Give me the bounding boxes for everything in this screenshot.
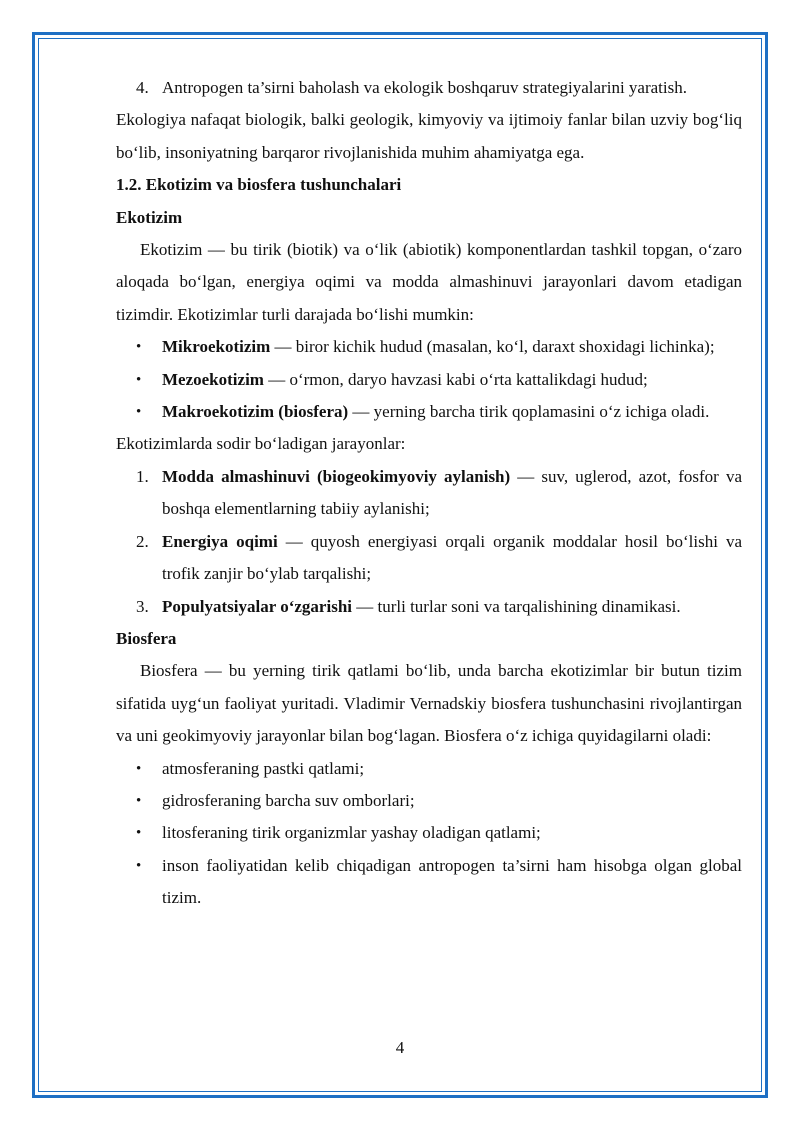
bullet-icon: • bbox=[136, 760, 142, 777]
level-desc: — biror kichik hudud (masalan, ko‘l, daraxt shoxidagi lichinka); bbox=[270, 337, 715, 357]
biosfera-item bbox=[116, 817, 742, 849]
list-number: 4. bbox=[136, 78, 149, 97]
bullet-icon: • bbox=[136, 825, 142, 842]
ekotizim-level-item bbox=[116, 364, 742, 396]
level-term: Mikroekotizim bbox=[162, 337, 271, 357]
list-number: 1. bbox=[136, 466, 149, 486]
bullet-icon: • bbox=[136, 792, 142, 809]
process-item bbox=[116, 461, 742, 526]
list-number: 3. bbox=[136, 596, 149, 616]
biosfera-item bbox=[116, 850, 742, 915]
process-item bbox=[116, 526, 742, 591]
biosfera-item-text: atmosferaning pastki qatlami; bbox=[162, 758, 365, 778]
process-term: Energiya oqimi bbox=[162, 531, 278, 551]
process-item bbox=[116, 591, 742, 623]
level-term: Makroekotizim (biosfera) bbox=[162, 402, 349, 422]
biosfera-item-text: inson faoliyatidan kelib chiqadigan antropogen ta’sirni ham hisobga olgan global tizim. bbox=[162, 855, 742, 908]
biosfera-paragraph: Biosfera — bu yerning tirik qatlami bo‘lib, unda barcha ekotizimlar bir butun tizim sifatida uyg‘un faoliyat yuritadi. Vladimir Vernadskiy biosfera tushunchasini rivojlantirgan va uni geokimyoviy jarayonlar bilan bog‘lagan. Biosfera o‘z ichiga quyidagilarni oladi: bbox=[116, 661, 742, 746]
bullet-icon: • bbox=[136, 339, 142, 356]
page-content bbox=[116, 72, 742, 915]
process-desc: — quyosh energiyasi orqali organik moddalar hosil bo‘lishi va trofik zanjir bo‘ylab tarqalishi; bbox=[162, 531, 742, 584]
ekotizim-heading: Ekotizim bbox=[116, 207, 183, 227]
processes-intro: Ekotizimlarda sodir bo‘ladigan jarayonlar: bbox=[116, 434, 406, 454]
process-desc: — suv, uglerod, azot, fosfor va boshqa elementlarning tabiiy aylanishi; bbox=[162, 466, 743, 519]
intro-paragraph: Ekologiya nafaqat biologik, balki geologik, kimyoviy va ijtimoiy fanlar bilan uzviy bog‘liq bo‘lib, insoniyatning barqaror rivojlanishida muhim ahamiyatga ega. bbox=[116, 110, 742, 162]
section-title: 1.2. Ekotizim va biosfera tushunchalari bbox=[116, 175, 402, 195]
biosfera-heading: Biosfera bbox=[116, 628, 177, 648]
process-term: Populyatsiyalar o‘zgarishi bbox=[162, 596, 352, 616]
bullet-icon: • bbox=[136, 404, 142, 421]
level-term: Mezoekotizim bbox=[162, 369, 264, 389]
list-number: 2. bbox=[136, 531, 149, 551]
ekotizim-level-item bbox=[116, 331, 742, 363]
biosfera-item-text: litosferaning tirik organizmlar yashay oladigan qatlami; bbox=[162, 823, 541, 843]
list-item-text: Antropogen ta’sirni baholash va ekologik boshqaruv strategiyalarini yaratish. bbox=[162, 78, 687, 97]
objective-item-4 bbox=[116, 72, 742, 104]
ekotizim-paragraph: Ekotizim — bu tirik (biotik) va o‘lik (abiotik) komponentlardan tashkil topgan, o‘zaro aloqada bo‘lgan, energiya oqimi va modda almashinuvi jarayonlari davom etadigan tizimdir. Ekotizimlar turli darajada bo‘lishi mumkin: bbox=[116, 240, 742, 324]
bullet-icon: • bbox=[136, 857, 142, 874]
process-desc: — turli turlar soni va tarqalishining dinamikasi. bbox=[352, 596, 681, 616]
process-term: Modda almashinuvi (biogeokimyoviy aylanish) bbox=[162, 466, 511, 486]
level-desc: — o‘rmon, daryo havzasi kabi o‘rta kattalikdagi hudud; bbox=[263, 369, 648, 389]
level-desc: — yerning barcha tirik qoplamasini o‘z ichiga oladi. bbox=[348, 402, 710, 422]
biosfera-item bbox=[116, 753, 742, 785]
ekotizim-level-item bbox=[116, 396, 742, 428]
biosfera-item-text: gidrosferaning barcha suv omborlari; bbox=[162, 790, 415, 810]
page-number: 4 bbox=[395, 1038, 405, 1057]
bullet-icon: • bbox=[136, 371, 142, 388]
biosfera-item bbox=[116, 785, 742, 817]
